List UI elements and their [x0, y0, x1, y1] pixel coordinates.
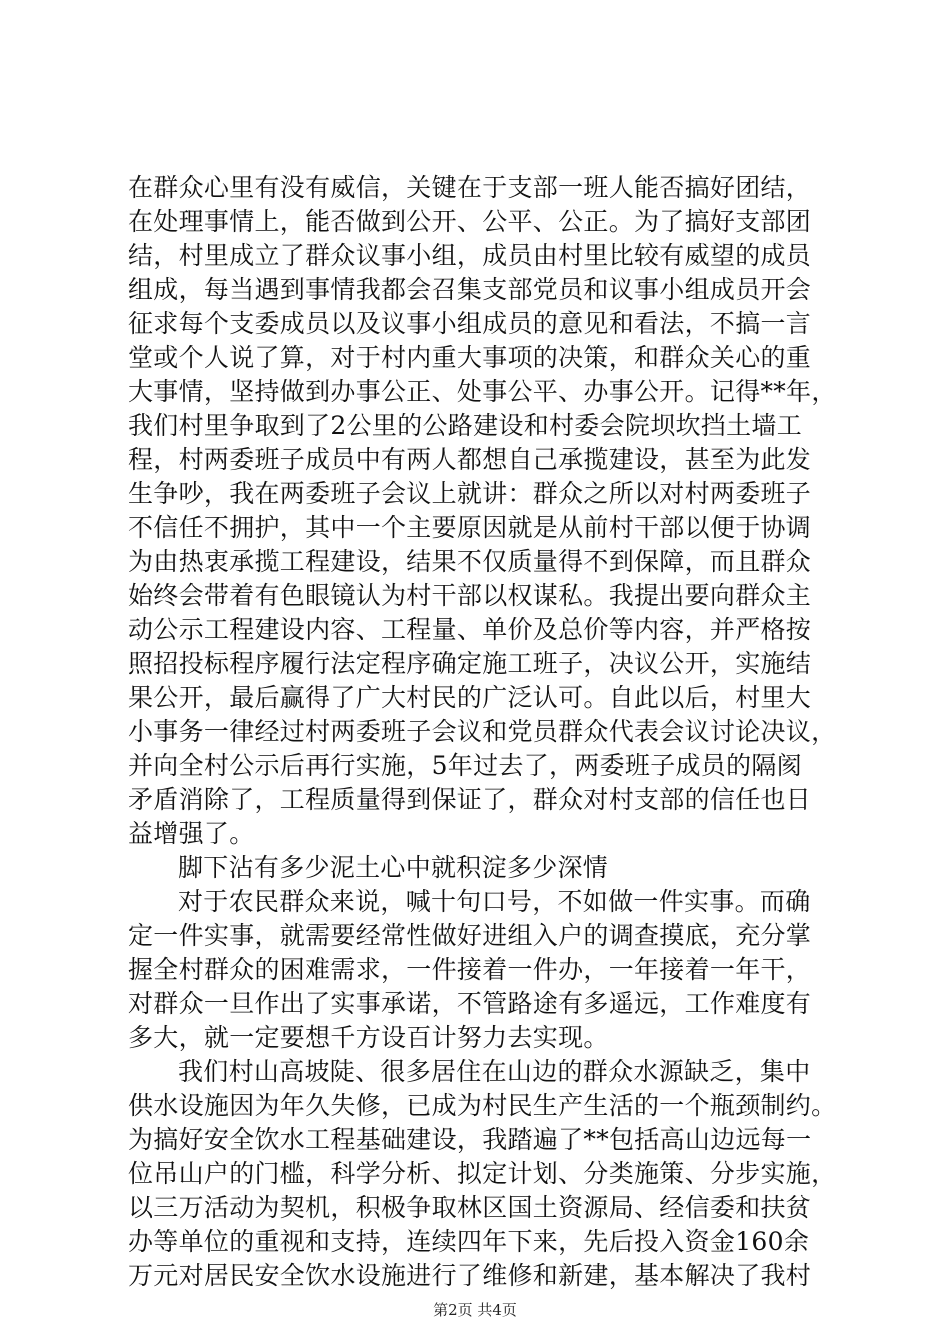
text-line: 对群众一旦作出了实事承诺，不管路途有多遥远，工作难度有: [128, 989, 812, 1018]
text-line: 我们村里争取到了2公里的公路建设和村委会院坝坎挡土墙工: [128, 411, 803, 440]
text-line: 多大，就一定要想千方设百计努力去实现。: [128, 1023, 609, 1052]
text-line: 握全村群众的困难需求，一件接着一件办，一年接着一年干，: [128, 955, 812, 984]
text-line: 在群众心里有没有威信，关键在于支部一班人能否搞好团结，: [128, 173, 812, 202]
text-line: 为搞好安全饮水工程基础建设，我踏遍了**包括高山边远每一: [128, 1125, 812, 1154]
text-line: 我们村山高坡陡、很多居住在山边的群众水源缺乏，集中: [178, 1057, 811, 1086]
text-line: 在处理事情上，能否做到公开、公平、公正。为了搞好支部团: [128, 207, 812, 236]
text-line: 照招投标程序履行法定程序确定施工班子，决议公开，实施结: [128, 649, 812, 678]
text-line: 组成，每当遇到事情我都会召集支部党员和议事小组成员开会: [128, 275, 812, 304]
text-line: 堂或个人说了算，对于村内重大事项的决策，和群众关心的重: [128, 343, 812, 372]
text-line: 始终会带着有色眼镜认为村干部以权谋私。我提出要向群众主: [128, 581, 812, 610]
text-line: 益增强了。: [128, 819, 255, 848]
text-line: 为由热衷承揽工程建设，结果不仅质量得不到保障，而且群众: [128, 547, 812, 576]
text-line: 并向全村公示后再行实施，5年过去了，两委班子成员的隔阂: [128, 751, 803, 780]
text-line: 位吊山户的门槛，科学分析、拟定计划、分类施策、分步实施，: [128, 1159, 837, 1188]
section-heading: 脚下沾有多少泥土心中就积淀多少深情: [178, 853, 609, 882]
text-line: 供水设施因为年久失修，已成为村民生产生活的一个瓶颈制约。: [128, 1091, 837, 1120]
text-line: 小事务一律经过村两委班子会议和党员群众代表会议讨论决议，: [128, 717, 837, 746]
text-line: 动公示工程建设内容、工程量、单价及总价等内容，并严格按: [128, 615, 812, 644]
text-line: 大事情，坚持做到办事公正、处事公平、办事公开。记得**年，: [128, 377, 837, 406]
text-line: 结，村里成立了群众议事小组，成员由村里比较有威望的成员: [128, 241, 812, 270]
text-line: 对于农民群众来说，喊十句口号，不如做一件实事。而确: [178, 887, 811, 916]
text-line: 以三万活动为契机，积极争取林区国土资源局、经信委和扶贫: [128, 1193, 812, 1222]
text-line: 程，村两委班子成员中有两人都想自己承揽建设，甚至为此发: [128, 445, 812, 474]
text-line: 办等单位的重视和支持，连续四年下来，先后投入资金160余: [128, 1227, 810, 1256]
text-line: 征求每个支委成员以及议事小组成员的意见和看法，不搞一言: [128, 309, 812, 338]
text-line: 定一件实事，就需要经常性做好进组入户的调查摸底，充分掌: [128, 921, 812, 950]
text-line: 矛盾消除了，工程质量得到保证了，群众对村支部的信任也日: [128, 785, 812, 814]
text-line: 生争吵，我在两委班子会议上就讲：群众之所以对村两委班子: [128, 479, 812, 508]
text-line: 不信任不拥护，其中一个主要原因就是从前村干部以便于协调: [128, 513, 812, 542]
text-line: 果公开，最后赢得了广大村民的广泛认可。自此以后，村里大: [128, 683, 812, 712]
page-number-footer: 第2页 共4页: [433, 1301, 517, 1319]
text-line: 万元对居民安全饮水设施进行了维修和新建，基本解决了我村: [128, 1261, 812, 1290]
